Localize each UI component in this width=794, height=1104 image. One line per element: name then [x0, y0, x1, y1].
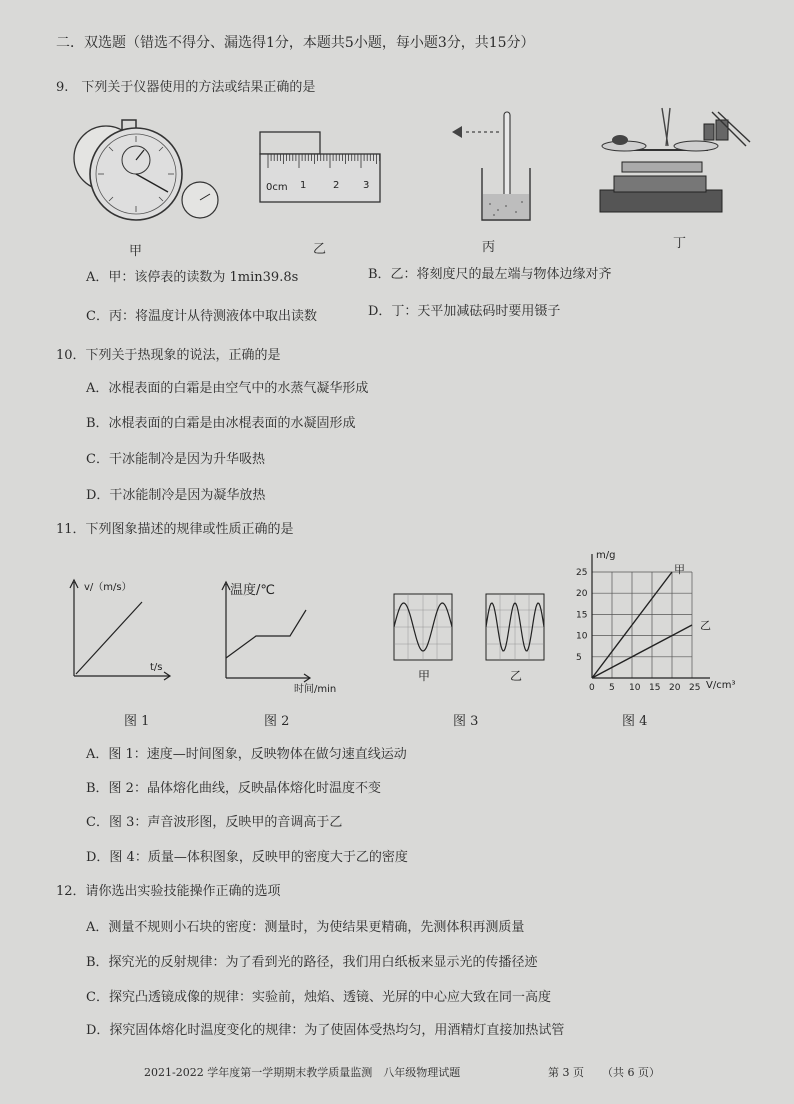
- fig1-xlabel: t/s: [150, 662, 163, 673]
- fig2-caption: 图 2: [264, 714, 290, 729]
- ruler-tick-2: 2: [333, 180, 340, 191]
- fig4-x-tick: 5: [609, 683, 615, 693]
- stopwatch-figure: [64, 118, 224, 228]
- fig1-caption: 图 1: [124, 714, 150, 729]
- q10-option-a: A．冰棍表面的白霜是由空气中的水蒸气凝华形成: [86, 381, 369, 396]
- q12-option-d: D．探究固体熔化时温度变化的规律：为了使固体受热均匀，用酒精灯直接加热试管: [86, 1023, 565, 1038]
- q11-option-a: A．图 1：速度—时间图象，反映物体在做匀速直线运动: [86, 747, 407, 762]
- figure-1-velocity-time: [60, 576, 172, 682]
- fig4-x-tick: 25: [689, 683, 701, 693]
- fig4-y-tick: 15: [576, 610, 588, 621]
- fig4-y-tick: 20: [576, 589, 588, 600]
- q12-option-a: A．测量不规则小石块的密度：测量时，为使结果更精确，先测体积再测质量: [86, 920, 525, 935]
- fig4-y-tick: 25: [576, 568, 588, 578]
- figure-label-yi: 乙: [313, 242, 327, 257]
- ruler-tick-1: 1: [300, 180, 307, 191]
- section-header: 二．双选题（错选不得分、漏选得1分，本题共5小题，每小题3分，共15分）: [56, 35, 535, 51]
- figure-4-mass-volume-chart: [568, 548, 780, 694]
- question-9-stem: 9. 下列关于仪器使用的方法或结果正确的是: [56, 80, 316, 95]
- figure-label-ding: 丁: [673, 236, 687, 251]
- fig4-series-line: [592, 625, 692, 678]
- ruler-tick-3: 3: [363, 180, 370, 191]
- fig2-xlabel: 时间/min: [294, 684, 337, 695]
- figure-label-bing: 丙: [482, 240, 496, 255]
- question-10-stem: 10．下列关于热现象的说法，正确的是: [56, 348, 281, 363]
- fig4-y-tick: 5: [576, 652, 582, 663]
- q10-option-b: B．冰棍表面的白霜是由冰棍表面的水凝固形成: [86, 416, 356, 431]
- fig4-series-label: 乙: [700, 619, 711, 632]
- q9-option-c: C．丙：将温度计从待测液体中取出读数: [86, 309, 317, 324]
- footer-total-pages: （共 6 页）: [602, 1066, 660, 1079]
- balance-figure: [596, 106, 756, 216]
- fig2-ylabel: 温度/℃: [230, 583, 275, 598]
- figure-label-jia: 甲: [129, 244, 143, 259]
- fig4-caption: 图 4: [622, 714, 648, 729]
- q10-option-c: C．干冰能制冷是因为升华吸热: [86, 452, 265, 467]
- fig4-x-tick: 15: [649, 683, 661, 693]
- q11-option-b: B．图 2：晶体熔化曲线，反映晶体熔化时温度不变: [86, 781, 381, 796]
- footer-exam-title: 2021-2022 学年度第一学期期末教学质量监测 八年级物理试题: [144, 1066, 461, 1079]
- figure-2-melting-curve: [212, 578, 364, 696]
- fig4-x-tick: 20: [669, 683, 681, 693]
- fig4-y-tick: 10: [576, 631, 588, 642]
- eye-icon: [452, 126, 462, 138]
- q12-option-c: C．探究凸透镜成像的规律：实验前，烛焰、透镜、光屏的中心应大致在同一高度: [86, 990, 551, 1005]
- fig3-label-jia: 甲: [418, 669, 431, 683]
- fig1-ylabel: v/（m/s）: [84, 582, 132, 593]
- fig4-x-tick: 0: [589, 683, 595, 693]
- ruler-figure: [258, 130, 384, 206]
- footer-page-number: 第 3 页: [548, 1066, 584, 1079]
- fig3-label-yi: 乙: [510, 669, 523, 683]
- fig4-xlabel: V/cm³: [706, 680, 736, 691]
- question-12-stem: 12．请你选出实验技能操作正确的选项: [56, 884, 281, 899]
- fig3-caption: 图 3: [453, 714, 479, 729]
- thermometer-beaker-figure: [446, 108, 536, 224]
- q11-option-c: C．图 3：声音波形图，反映甲的音调高于乙: [86, 815, 343, 830]
- q9-option-b: B．乙：将刻度尺的最左端与物体边缘对齐: [368, 267, 612, 282]
- fig4-series-label: 甲: [674, 563, 685, 576]
- ruler-tick-0: 0cm: [266, 182, 288, 193]
- question-11-stem: 11．下列图象描述的规律或性质正确的是: [56, 522, 294, 537]
- q9-option-a: A．甲：该停表的读数为 1min39.8s: [86, 270, 299, 285]
- fig4-grid: [592, 572, 692, 678]
- q11-option-d: D．图 4：质量—体积图象，反映甲的密度大于乙的密度: [86, 850, 408, 865]
- fig4-x-tick: 10: [629, 683, 641, 693]
- fig4-ylabel: m/g: [596, 550, 616, 561]
- q12-option-b: B．探究光的反射规律：为了看到光的路径，我们用白纸板来显示光的传播径迹: [86, 955, 538, 970]
- q10-option-d: D．干冰能制冷是因为凝华放热: [86, 488, 266, 503]
- q9-option-d: D．丁：天平加减砝码时要用镊子: [368, 304, 561, 319]
- figure-3-waveforms: [392, 592, 552, 688]
